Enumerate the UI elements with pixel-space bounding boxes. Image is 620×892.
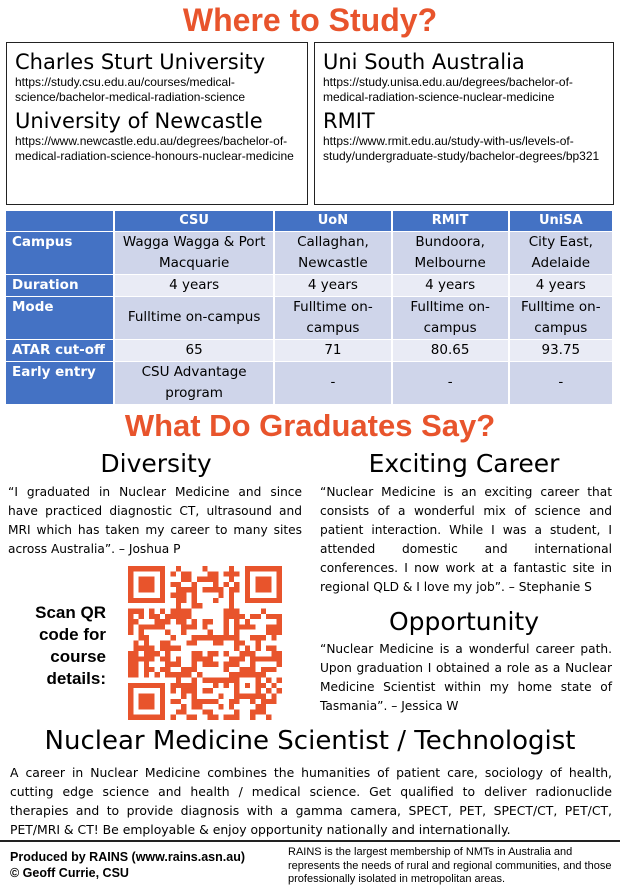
opportunity-heading: Opportunity bbox=[388, 607, 540, 636]
table-header-row bbox=[6, 211, 613, 231]
table-cell: 4 years bbox=[392, 274, 509, 296]
table-cell: City East, Adelaide bbox=[509, 231, 613, 274]
row-label: Early entry bbox=[6, 361, 114, 404]
table-row bbox=[6, 339, 613, 361]
university-box-right bbox=[314, 42, 614, 205]
table-cell: 93.75 bbox=[509, 339, 613, 361]
table-cell: 65 bbox=[114, 339, 274, 361]
university-name: RMIT bbox=[323, 109, 375, 133]
table-cell: 4 years bbox=[114, 274, 274, 296]
table-row bbox=[6, 274, 613, 296]
row-label: Duration bbox=[6, 274, 114, 296]
row-label: Campus bbox=[6, 231, 114, 274]
comparison-table bbox=[6, 211, 614, 404]
exciting-career-quote: “Nuclear Medicine is an exciting career that consists of a wonderful mix of science and patient interaction. While I was a student, I attended domestic and international conferences. I now work at a fantastic site in regional QLD & I love my job”. – Stephanie S bbox=[320, 485, 612, 594]
diversity-quote: “I graduated in Nuclear Medicine and since have practiced diagnostic CT, ultrasound and MRI which has taken my career to many sites across Australia”. – Joshua P bbox=[8, 485, 302, 556]
table-cell: Fulltime on-campus bbox=[114, 296, 274, 339]
scientist-heading: Nuclear Medicine Scientist / Technologist bbox=[44, 726, 576, 756]
table-cell: Fulltime on-campus bbox=[392, 296, 509, 339]
table-header-csu: CSU bbox=[114, 211, 274, 231]
table-cell: - bbox=[274, 361, 391, 404]
footer-divider bbox=[0, 840, 620, 842]
exciting-career-heading: Exciting Career bbox=[368, 449, 560, 478]
table-row bbox=[6, 231, 613, 274]
career-description: A career in Nuclear Medicine combines the humanities of patient care, sociology of health, cutting edge science and health / medical science. Get qualified to deliver radionuclide therapies and to provide diagnosis with a gamma camera, SPECT, PET, SPECT/CT, PET/CT, PET/MRI & CT! Be employable & enjoy opportunity nationally and internationally. bbox=[10, 765, 612, 837]
university-name: University of Newcastle bbox=[15, 109, 263, 133]
table-row bbox=[6, 361, 613, 404]
table-cell: Callaghan, Newcastle bbox=[274, 231, 391, 274]
table-cell: 4 years bbox=[509, 274, 613, 296]
table-cell: Wagga Wagga & Port Macquarie bbox=[114, 231, 274, 274]
footer-about: RAINS is the largest membership of NMTs in Australia and represents the needs of rural and regional communities, and those professionally isolated in metropolitan areas. bbox=[288, 846, 612, 885]
table-header-corner bbox=[6, 211, 114, 231]
table-row bbox=[6, 296, 613, 339]
copyright: © Geoff Currie, CSU bbox=[10, 866, 129, 880]
diversity-heading: Diversity bbox=[100, 449, 212, 478]
university-url[interactable]: https://study.unisa.edu.au/degrees/bachelor-of-medical-radiation-science-nuclear-medicine bbox=[323, 75, 573, 104]
university-box-left bbox=[6, 42, 308, 205]
opportunity-quote: “Nuclear Medicine is a wonderful career path. Upon graduation I obtained a role as a Nuclear Medicine Scientist within my home state of Tasmania”. – Jessica W bbox=[320, 642, 612, 713]
scan-qr-text: Scan QR code for course details: bbox=[35, 603, 106, 688]
table-cell: - bbox=[392, 361, 509, 404]
table-header-rmit: RMIT bbox=[392, 211, 509, 231]
produced-by: Produced by RAINS (www.rains.asn.au) bbox=[10, 850, 245, 864]
university-name: Charles Sturt University bbox=[15, 50, 266, 74]
table-cell: CSU Advantage program bbox=[114, 361, 274, 404]
university-name: Uni South Australia bbox=[323, 50, 525, 74]
qr-code[interactable] bbox=[128, 566, 282, 720]
table-cell: Fulltime on-campus bbox=[274, 296, 391, 339]
row-label: Mode bbox=[6, 296, 114, 339]
graduates-title: What Do Graduates Say? bbox=[124, 408, 496, 443]
footer-credits bbox=[10, 849, 282, 881]
table-cell: Bundoora, Melbourne bbox=[392, 231, 509, 274]
page-title: Where to Study? bbox=[182, 2, 438, 38]
university-url[interactable]: https://www.rmit.edu.au/study-with-us/levels-of-study/undergraduate-study/bachelor-degrees/bp321 bbox=[323, 134, 600, 163]
table-cell: 71 bbox=[274, 339, 391, 361]
table-header-unisa: UniSA bbox=[509, 211, 613, 231]
row-label: ATAR cut-off bbox=[6, 339, 114, 361]
university-url[interactable]: https://www.newcastle.edu.au/degrees/bachelor-of-medical-radiation-science-honours-nuclear-medicine bbox=[15, 134, 294, 163]
table-header-uon: UoN bbox=[274, 211, 391, 231]
table-cell: - bbox=[509, 361, 613, 404]
university-url[interactable]: https://study.csu.edu.au/courses/medical-science/bachelor-medical-radiation-science bbox=[15, 75, 246, 104]
table-cell: Fulltime on-campus bbox=[509, 296, 613, 339]
table-cell: 4 years bbox=[274, 274, 391, 296]
table-cell: 80.65 bbox=[392, 339, 509, 361]
